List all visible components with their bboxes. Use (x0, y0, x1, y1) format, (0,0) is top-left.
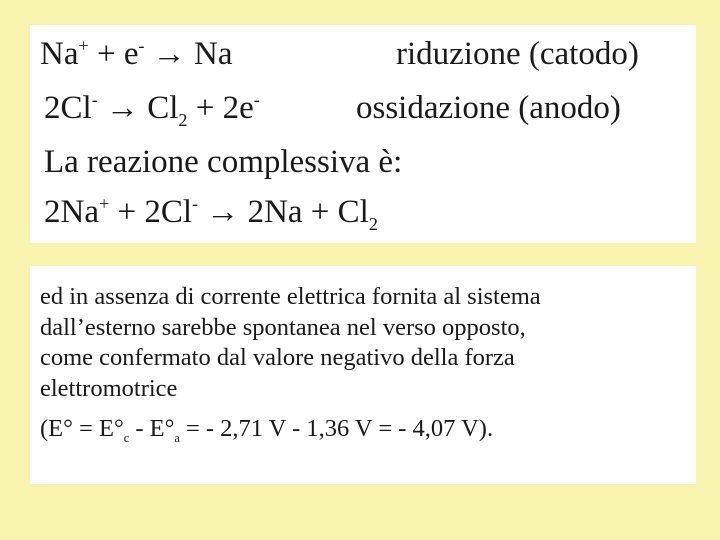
overall-equation: $2Na^+ + 2Cl^- \to 2Na + Cl_2$ (44, 193, 378, 235)
paragraph-line: dall’esterno sarebbe spontanea nel verso opposto, (40, 313, 526, 341)
paragraph-line: come confermato dal valore negativo della forza (40, 344, 515, 371)
paragraph-line: elettromotrice (40, 374, 178, 402)
oxidation-label: ossidazione (anodo) (356, 90, 621, 126)
oxidation-equation: $2Cl^- \to Cl_2 + 2e^-$ (44, 89, 260, 131)
overall-reaction-heading: La reazione complessiva è: (44, 144, 403, 180)
reduction-equation: Na+ + e- → Na (40, 35, 233, 72)
paragraph-line: ed in assenza di corrente elettrica fornita al sistema (40, 283, 541, 310)
emf-formula: ($E^\circ = E^\circ_c - E^\circ_a$ = - 2,71 V - 1,36 V = - 4,07 V). (40, 415, 494, 446)
reduction-label: riduzione (catodo) (396, 36, 639, 72)
explanation-paragraph (40, 282, 690, 445)
